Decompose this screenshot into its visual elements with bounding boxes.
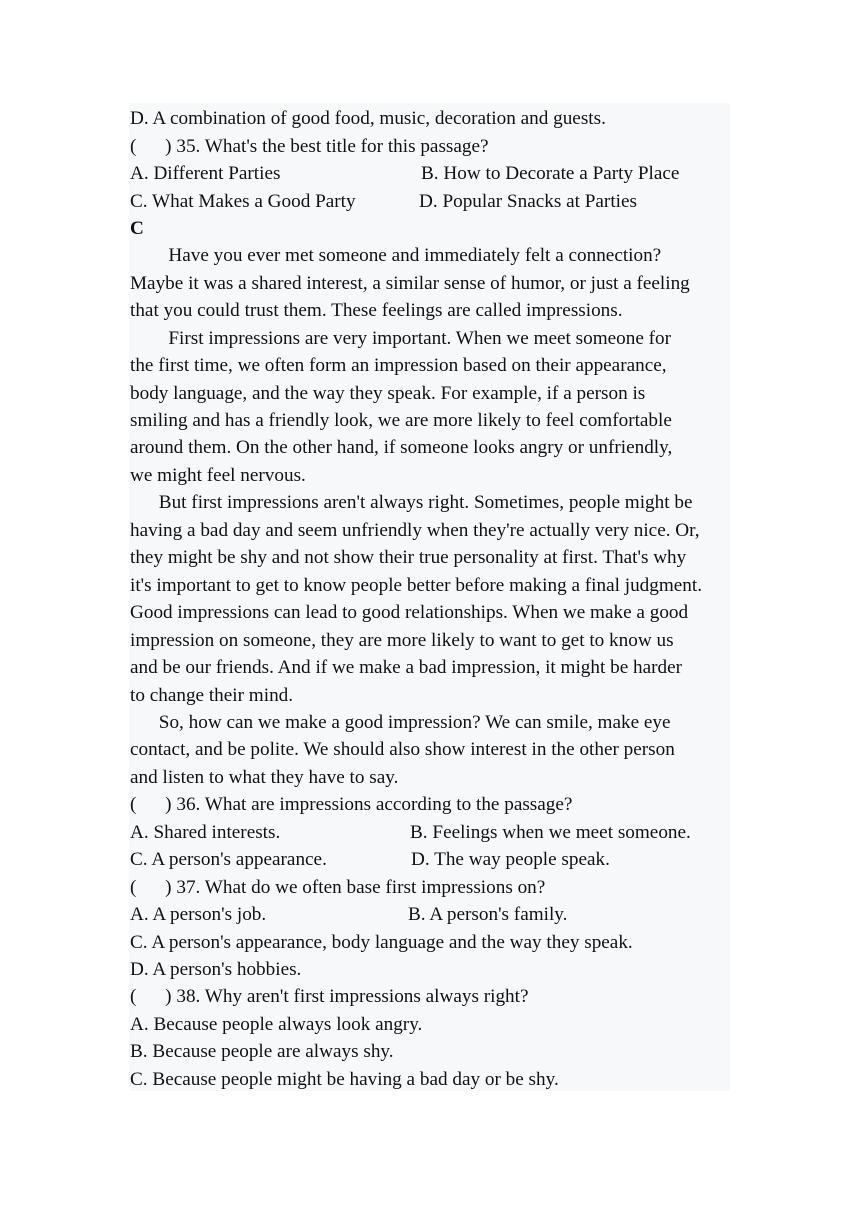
q36-option-a: A. Shared interests. xyxy=(130,822,281,843)
passage-line: it's important to get to know people better before making a final judgment. xyxy=(130,575,703,596)
q35-stem: ( ) 35. What's the best title for this passage? xyxy=(130,136,489,157)
passage-line: contact, and be polite. We should also show interest in the other person xyxy=(130,739,675,760)
passage-line: they might be shy and not show their true personality at first. That's why xyxy=(130,547,687,568)
passage-line: that you could trust them. These feelings are called impressions. xyxy=(130,300,623,321)
q35-option-c: C. What Makes a Good Party xyxy=(130,191,356,212)
q38-option-b: B. Because people are always shy. xyxy=(130,1041,394,1062)
passage-line: to change their mind. xyxy=(130,685,294,706)
passage-line: First impressions are very important. When we meet someone for xyxy=(130,328,672,349)
q37-option-c: C. A person's appearance, body language and the way they speak. xyxy=(130,932,633,953)
q35-option-a: A. Different Parties xyxy=(130,163,281,184)
passage-line: and be our friends. And if we make a bad impression, it might be harder xyxy=(130,657,683,678)
passage-line: we might feel nervous. xyxy=(130,465,306,486)
passage-line: smiling and has a friendly look, we are more likely to feel comfortable xyxy=(130,410,672,431)
q36-stem: ( ) 36. What are impressions according to the passage? xyxy=(130,794,573,815)
q37-stem: ( ) 37. What do we often base first impressions on? xyxy=(130,877,546,898)
passage-line: around them. On the other hand, if someone looks angry or unfriendly, xyxy=(130,437,673,458)
passage-line: But first impressions aren't always right. Sometimes, people might be xyxy=(130,492,693,513)
q37-option-d: D. A person's hobbies. xyxy=(130,959,302,980)
q38-option-a: A. Because people always look angry. xyxy=(130,1014,423,1035)
q36-option-d: D. The way people speak. xyxy=(411,849,610,870)
passage-line: and listen to what they have to say. xyxy=(130,767,399,788)
q34-option-d: D. A combination of good food, music, decoration and guests. xyxy=(130,108,606,129)
passage-line: Have you ever met someone and immediately felt a connection? xyxy=(130,245,662,266)
q35-option-d: D. Popular Snacks at Parties xyxy=(419,191,637,212)
q36-option-c: C. A person's appearance. xyxy=(130,849,327,870)
q38-stem: ( ) 38. Why aren't first impressions always right? xyxy=(130,986,529,1007)
passage-line: So, how can we make a good impression? We can smile, make eye xyxy=(130,712,671,733)
q37-option-a: A. A person's job. xyxy=(130,904,267,925)
q38-option-c: C. Because people might be having a bad day or be shy. xyxy=(130,1069,559,1090)
passage-line: Good impressions can lead to good relationships. When we make a good xyxy=(130,602,689,623)
passage-line: having a bad day and seem unfriendly when they're actually very nice. Or, xyxy=(130,520,700,541)
passage-line: impression on someone, they are more likely to want to get to know us xyxy=(130,630,674,651)
passage-line: body language, and the way they speak. For example, if a person is xyxy=(130,383,646,404)
q36-option-b: B. Feelings when we meet someone. xyxy=(410,822,691,843)
q35-option-b: B. How to Decorate a Party Place xyxy=(421,163,680,184)
section-label: C xyxy=(130,218,144,239)
passage-line: Maybe it was a shared interest, a similar sense of humor, or just a feeling xyxy=(130,273,690,294)
q37-option-b: B. A person's family. xyxy=(408,904,568,925)
passage-line: the first time, we often form an impression based on their appearance, xyxy=(130,355,667,376)
